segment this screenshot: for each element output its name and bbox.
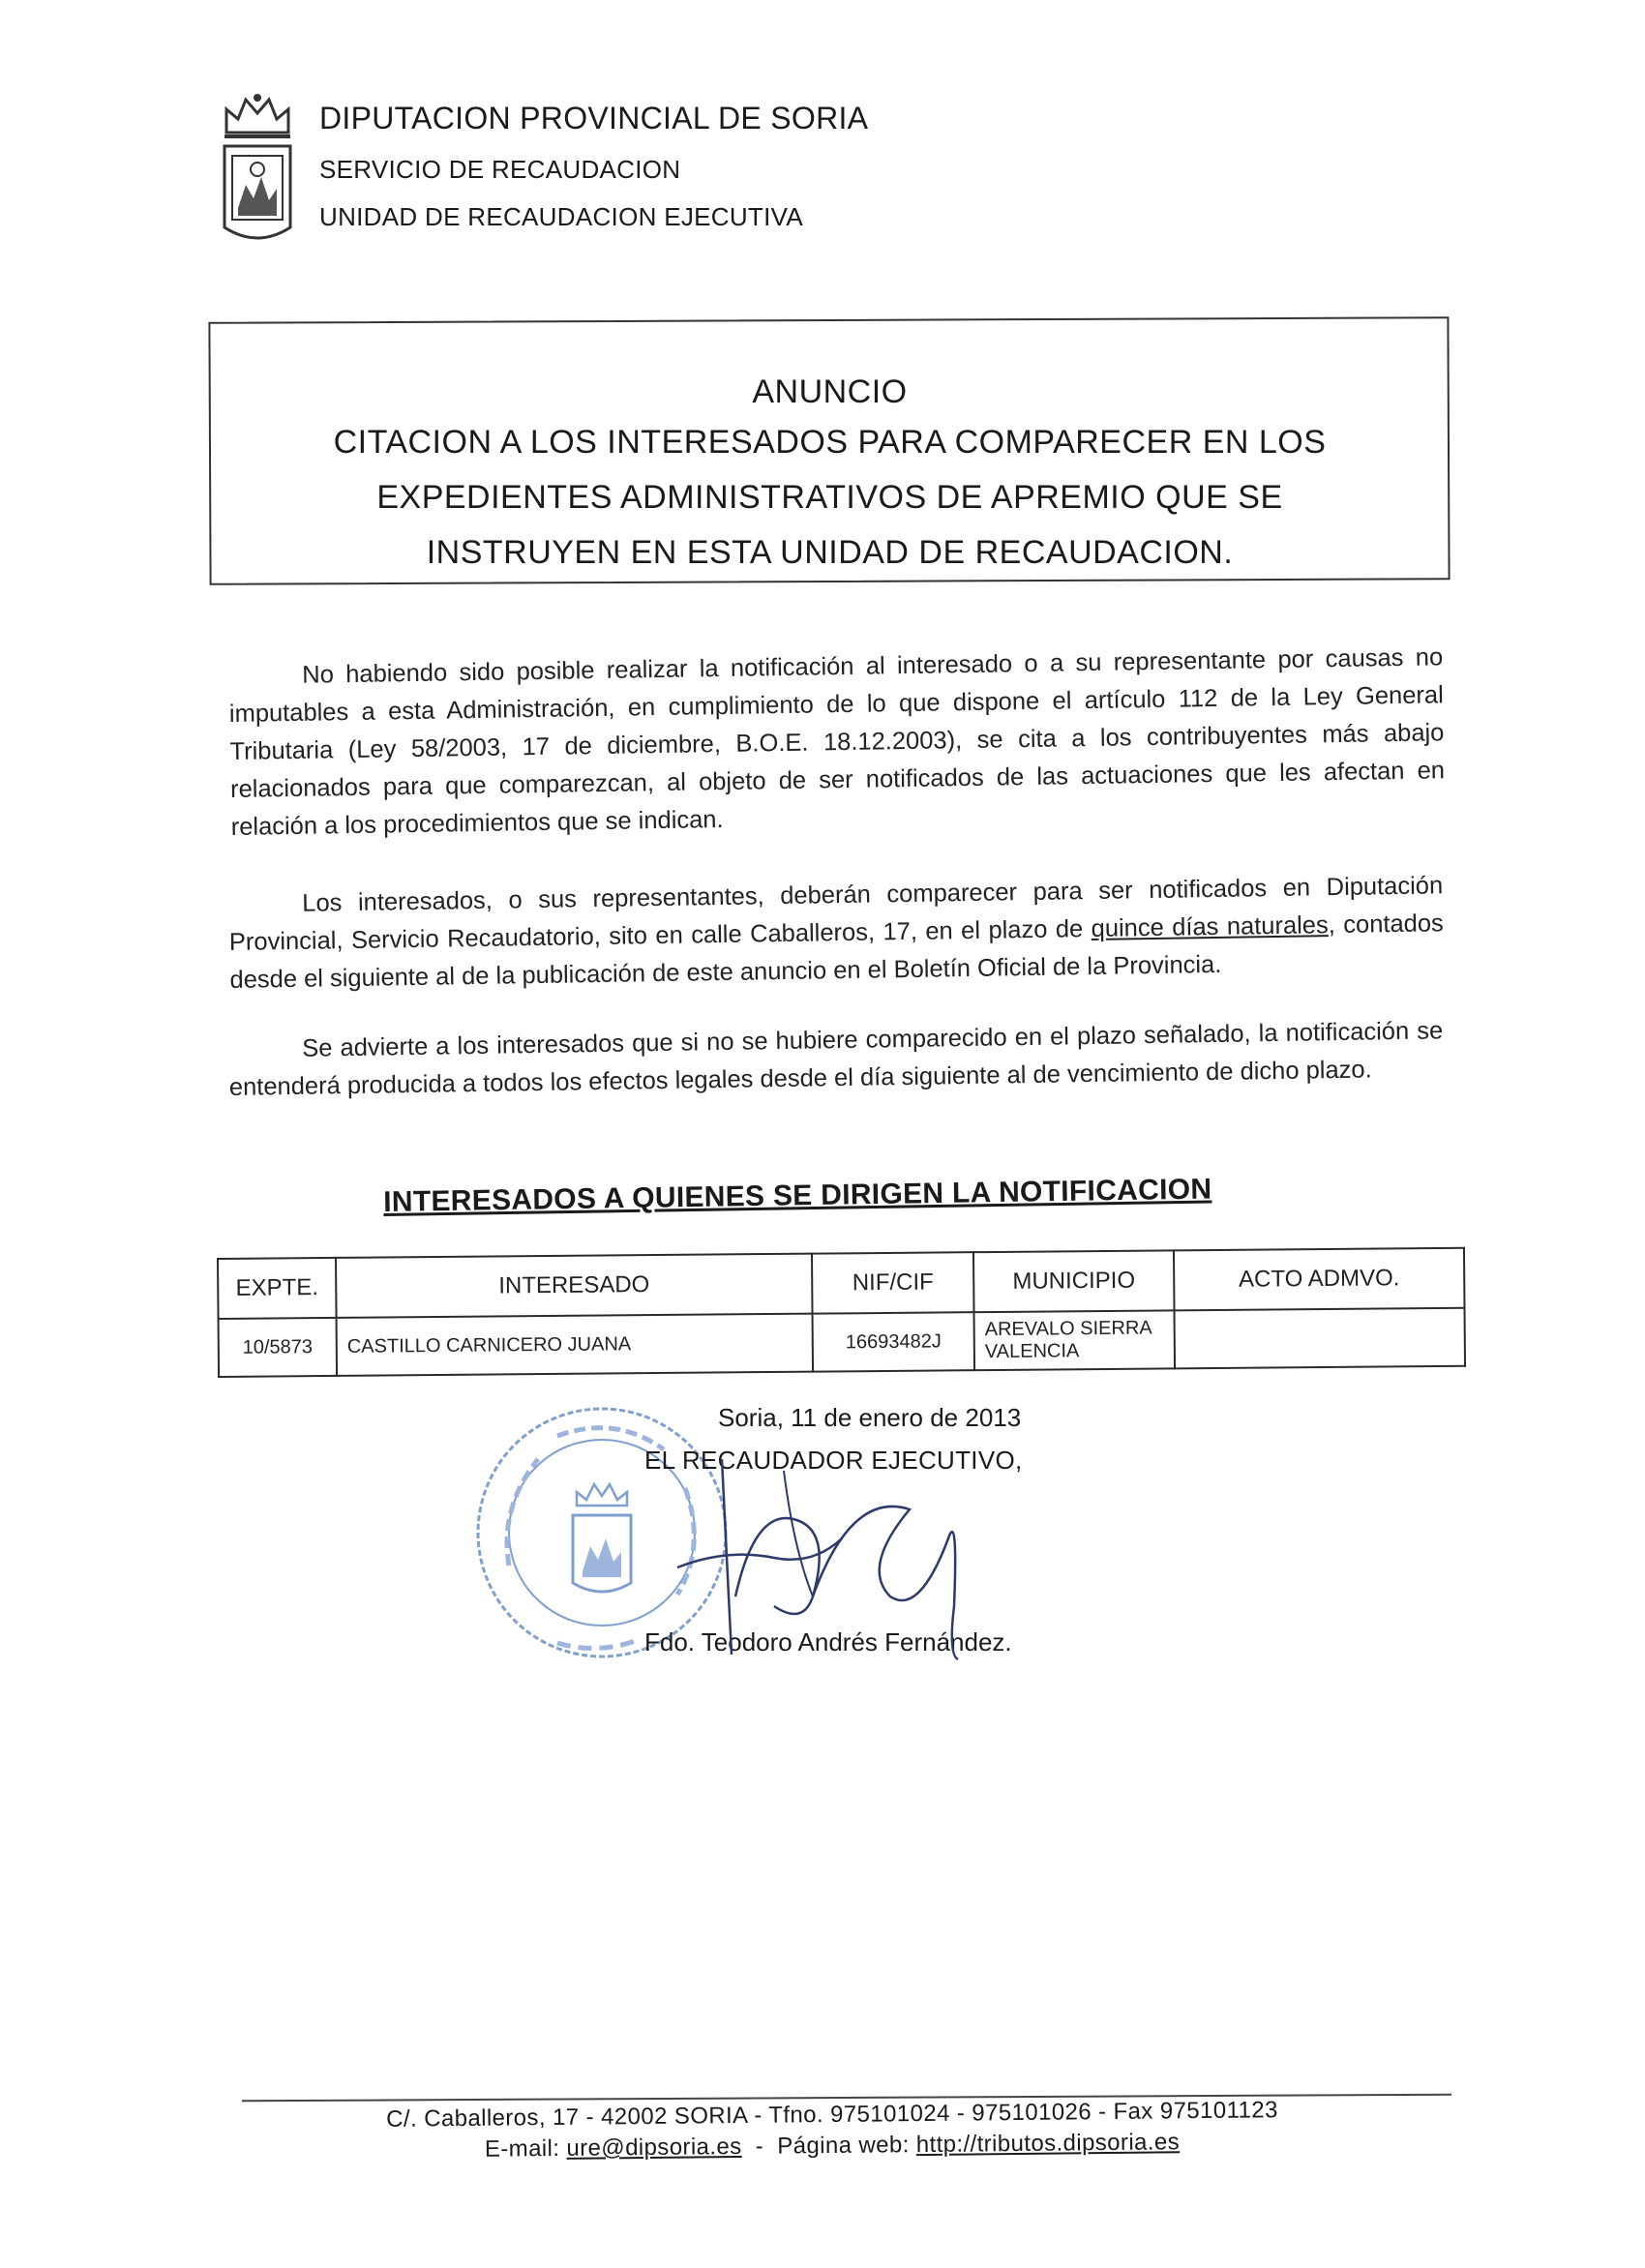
cell-municipio: AREVALO SIERRA VALENCIA	[974, 1310, 1176, 1370]
cell-interesado: CASTILLO CARNICERO JUANA	[337, 1314, 814, 1376]
column-header-acto: ACTO ADMVO.	[1174, 1248, 1465, 1311]
signatory-name: Fdo. Teodoro Andrés Fernández.	[644, 1627, 1012, 1656]
table-row	[219, 1308, 1465, 1377]
web-label: Página web:	[777, 2132, 916, 2160]
signature-place-date: Soria, 11 de enero de 2013	[718, 1403, 1022, 1432]
body-paragraph-1: No habiendo sido posible realizar la notificación al interesado o a su representante por causas no imputables a esta Administración, en cumplimiento de lo que dispone el artículo 112 de la Ley General Tributaria (Ley 58/2003, 17 de diciembre, B.O.E. 18.12.2003), se cita a los contribuyentes más abajo relacionados para que comparezcan, al objeto de ser notificados de las actuaciones que les afectan en relación a los procedimientos que se indican.	[228, 643, 1446, 841]
email-link[interactable]: ure@dipsoria.es	[566, 2133, 742, 2162]
body-paragraph-2	[228, 867, 1445, 1000]
handwritten-signature-icon	[668, 1451, 977, 1664]
cell-nif: 16693482J	[813, 1312, 975, 1371]
column-header-municipio: MUNICIPIO	[973, 1250, 1175, 1312]
announcement-line-3: INSTRUYEN EN ESTA UNIDAD DE RECAUDACION.	[426, 534, 1234, 571]
unit-name: UNIDAD DE RECAUDACION EJECUTIVA	[319, 202, 803, 231]
signatory-role: EL RECAUDADOR EJECUTIVO,	[644, 1446, 1023, 1475]
announcement-heading: ANUNCIO	[752, 373, 908, 410]
notice-title: INTERESADOS A QUIENES SE DIRIGEN LA NOTIFICACION	[383, 1173, 1212, 1218]
footer-address: C/. Caballeros, 17 - 42002 SORIA - Tfno. 975101024 - 975101026 - Fax 975101123	[386, 2097, 1278, 2133]
interested-parties-table	[217, 1247, 1466, 1378]
paragraph-2-text-end: , contados desde el siguiente al de la publicación de este anuncio en el Boletín Oficial de la Provincia.	[229, 910, 1444, 994]
paragraph-2-text-start: Los interesados, o sus representantes, deberán comparecer para ser notificados en Diputación Provincial, Servicio Recaudatorio, sito en calle Caballeros, 17, en el plazo de	[228, 872, 1444, 956]
announcement-line-2: EXPEDIENTES ADMINISTRATIVOS DE APREMIO QUE SE	[376, 479, 1283, 516]
column-header-expte: EXPTE.	[218, 1258, 337, 1319]
footer-separator: -	[741, 2133, 778, 2160]
email-label: E-mail:	[484, 2134, 567, 2163]
cell-expte: 10/5873	[219, 1318, 338, 1377]
body-paragraph-3: Se advierte a los interesados que si no se hubiere comparecido en el plazo señalado, la notificación se entenderá producida a todos los efectos legales desde el día siguiente al de vencimiento de dicho plazo.	[228, 1017, 1444, 1101]
coat-of-arms-icon	[219, 92, 296, 252]
website-link[interactable]: http://tributos.dipsoria.es	[915, 2129, 1181, 2159]
announcement-line-1: CITACION A LOS INTERESADOS PARA COMPARECER EN LOS	[333, 424, 1327, 461]
deadline-underlined: quince días naturales	[1091, 911, 1329, 942]
institution-title: DIPUTACION PROVINCIAL DE SORIA	[319, 101, 869, 135]
service-name: SERVICIO DE RECAUDACION	[319, 155, 681, 184]
table-header-row	[218, 1248, 1464, 1319]
cell-acto	[1175, 1308, 1466, 1369]
column-header-interesado: INTERESADO	[336, 1254, 813, 1318]
column-header-nif: NIF/CIF	[812, 1252, 974, 1313]
